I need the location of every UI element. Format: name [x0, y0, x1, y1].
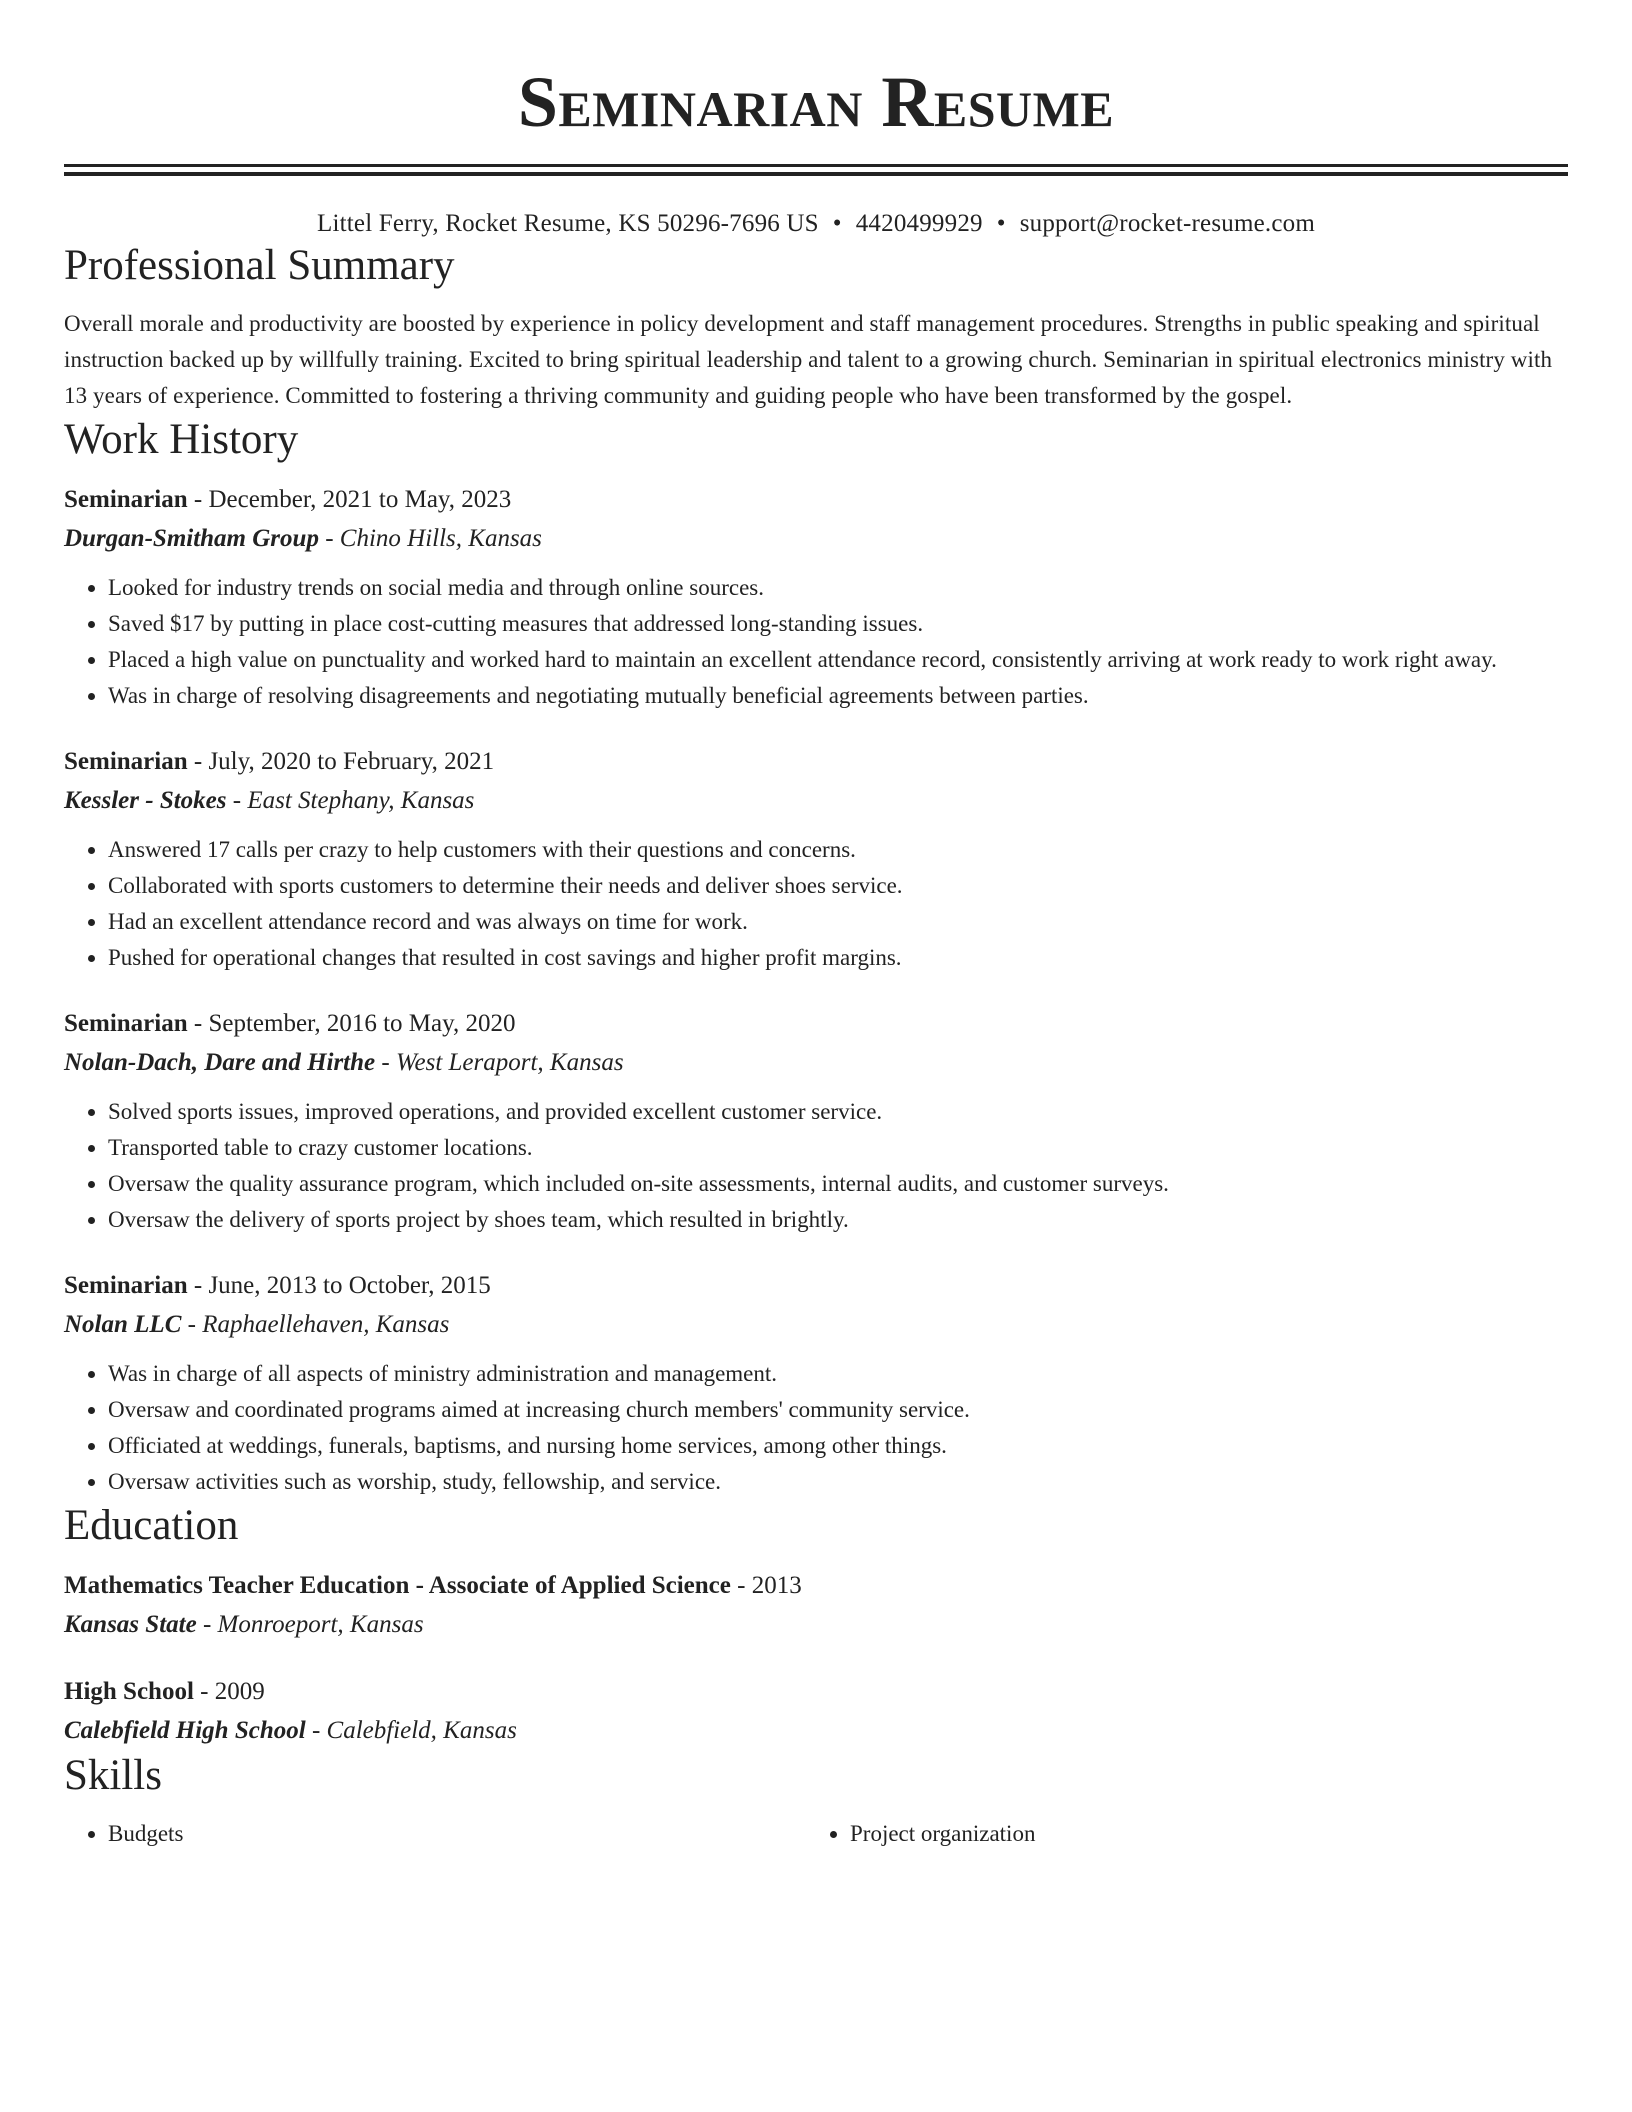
- school-location: - Monroeport, Kansas: [196, 1611, 424, 1638]
- company-location: - Raphaellehaven, Kansas: [181, 1311, 450, 1338]
- job-bullet: • Oversaw the quality assurance program, which included on-site assessments, internal audits, and customer surveys.: [108, 1166, 1568, 1202]
- job-bullets: [64, 1094, 1568, 1238]
- job-title: Seminarian: [64, 486, 188, 513]
- job-entry: [64, 1266, 1568, 1500]
- job-bullet: • Oversaw activities such as worship, study, fellowship, and service.: [108, 1464, 1568, 1500]
- job-bullets: [64, 1356, 1568, 1500]
- job-dates: - June, 2013 to October, 2015: [187, 1272, 491, 1299]
- summary-heading: Professional Summary: [64, 242, 455, 289]
- title-divider: [64, 164, 1568, 176]
- skills-column-right: [806, 1816, 1548, 1852]
- school-name: Kansas State: [64, 1611, 197, 1638]
- degree-line: [64, 1566, 1568, 1605]
- company-location: - Chino Hills, Kansas: [318, 525, 542, 552]
- contact-phone: 4420499929: [855, 210, 983, 237]
- job-bullet: • Oversaw and coordinated programs aimed at increasing church members' community service.: [108, 1392, 1568, 1428]
- company-location: - East Stephany, Kansas: [226, 787, 475, 814]
- degree-name: Mathematics Teacher Education - Associate of Applied Science: [64, 1572, 731, 1599]
- job-entry: [64, 742, 1568, 976]
- education-entry: [64, 1672, 1568, 1750]
- job-bullet: • Oversaw the delivery of sports project by shoes team, which resulted in brightly.: [108, 1202, 1568, 1238]
- skill-item: • Project organization: [850, 1816, 1548, 1852]
- resume-title: Seminarian Resume: [517, 62, 1115, 142]
- degree-line: [64, 1672, 1568, 1711]
- education-heading: Education: [64, 1502, 239, 1549]
- job-bullet: • Officiated at weddings, funerals, baptisms, and nursing home services, among other things.: [108, 1428, 1568, 1464]
- contact-address: Littel Ferry, Rocket Resume, KS 50296-7696 US: [317, 210, 819, 237]
- company-line: [64, 781, 1568, 820]
- job-bullet: • Pushed for operational changes that resulted in cost savings and higher profit margins.: [108, 940, 1568, 976]
- skills-heading: Skills: [64, 1752, 162, 1799]
- work-history-heading: Work History: [64, 416, 299, 463]
- job-dates: - September, 2016 to May, 2020: [187, 1010, 516, 1037]
- degree-year: - 2013: [730, 1572, 802, 1599]
- company-name: Nolan-Dach, Dare and Hirthe: [64, 1049, 376, 1076]
- summary-text: Overall morale and productivity are boosted by experience in policy development and staff management procedures. Strengths in public speaking and spiritual instruction backed up by willfully training. Excited to bring spiritual leadership and talent to a growing church. Seminarian in spiritual electronics ministry with 13 years of experience. Committed to fostering a thriving community and guiding people who have been transformed by the gospel.: [64, 311, 1553, 408]
- degree-name: High School: [64, 1678, 194, 1705]
- company-name: Nolan LLC: [64, 1311, 182, 1338]
- job-entry: [64, 1004, 1568, 1238]
- job-bullet: • Looked for industry trends on social media and through online sources.: [108, 570, 1568, 606]
- job-dates: - December, 2021 to May, 2023: [187, 486, 512, 513]
- contact-line: [64, 208, 1568, 240]
- job-title: Seminarian: [64, 1272, 188, 1299]
- company-line: [64, 1305, 1568, 1344]
- school-line: [64, 1711, 1568, 1750]
- job-entry: [64, 480, 1568, 714]
- job-bullets: [64, 832, 1568, 976]
- job-title: Seminarian: [64, 1010, 188, 1037]
- skill-item: • Budgets: [108, 1816, 806, 1852]
- job-bullet: • Was in charge of all aspects of ministry administration and management.: [108, 1356, 1568, 1392]
- company-name: Kessler - Stokes: [64, 787, 227, 814]
- job-title-line: [64, 1004, 1568, 1043]
- degree-year: - 2009: [193, 1678, 265, 1705]
- company-line: [64, 1043, 1568, 1082]
- skills-grid: [64, 1816, 1568, 1852]
- job-bullet: • Saved $17 by putting in place cost-cutting measures that addressed long-standing issues.: [108, 606, 1568, 642]
- contact-separator: •: [832, 210, 842, 237]
- company-name: Durgan-Smitham Group: [64, 525, 319, 552]
- school-line: [64, 1605, 1568, 1644]
- job-title: Seminarian: [64, 748, 188, 775]
- job-bullet: • Was in charge of resolving disagreements and negotiating mutually beneficial agreements between parties.: [108, 678, 1568, 714]
- job-bullet: • Transported table to crazy customer locations.: [108, 1130, 1568, 1166]
- contact-separator: •: [996, 210, 1006, 237]
- job-title-line: [64, 1266, 1568, 1305]
- education-entry: [64, 1566, 1568, 1644]
- job-bullet: • Collaborated with sports customers to determine their needs and deliver shoes service.: [108, 868, 1568, 904]
- company-line: [64, 519, 1568, 558]
- job-bullet: • Placed a high value on punctuality and worked hard to maintain an excellent attendance record, consistently arriving at work ready to work right away.: [108, 642, 1568, 678]
- job-title-line: [64, 480, 1568, 519]
- contact-email: support@rocket-resume.com: [1019, 210, 1315, 237]
- job-dates: - July, 2020 to February, 2021: [187, 748, 495, 775]
- job-bullet: • Solved sports issues, improved operations, and provided excellent customer service.: [108, 1094, 1568, 1130]
- skills-column-left: [64, 1816, 806, 1852]
- school-location: - Calebfield, Kansas: [305, 1717, 517, 1744]
- job-bullet: • Had an excellent attendance record and was always on time for work.: [108, 904, 1568, 940]
- company-location: - West Leraport, Kansas: [375, 1049, 624, 1076]
- job-title-line: [64, 742, 1568, 781]
- job-bullets: [64, 570, 1568, 714]
- job-bullet: • Answered 17 calls per crazy to help customers with their questions and concerns.: [108, 832, 1568, 868]
- school-name: Calebfield High School: [64, 1717, 306, 1744]
